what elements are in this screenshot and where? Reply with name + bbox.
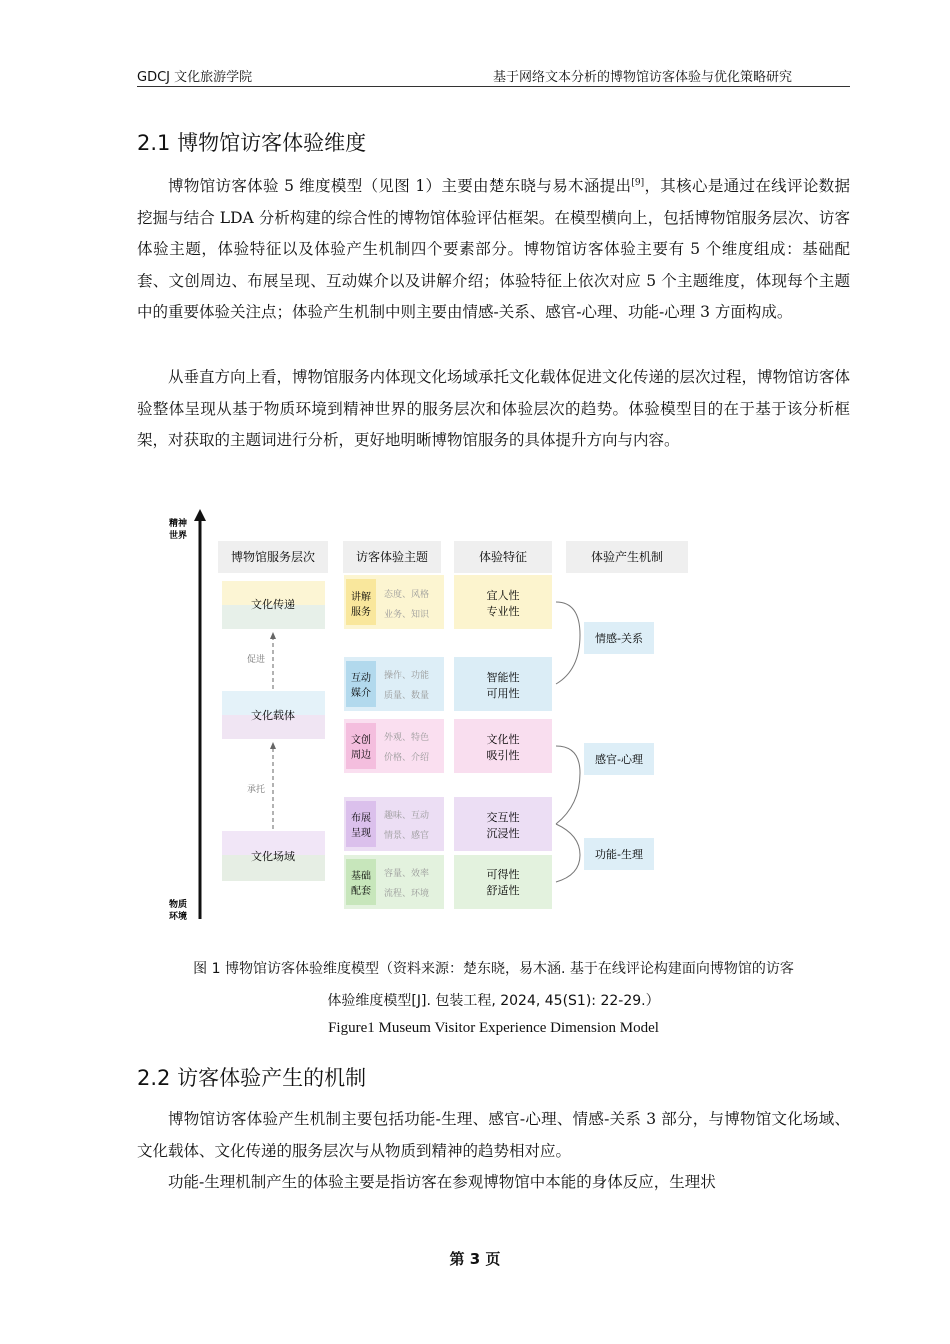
- header-rule: [137, 86, 850, 87]
- section-2-2-title: 2.2 访客体验产生的机制: [137, 1066, 367, 1090]
- mechanism-2: 感官-心理: [595, 753, 643, 766]
- figure-caption-en: Figure1 Museum Visitor Experience Dimension Model: [328, 1020, 659, 1036]
- experience-model-figure: [160, 505, 700, 925]
- p1-text-a: 博物馆访客体验 5 维度模型（见图 1）主要由楚东晓与易木涵提出: [168, 177, 632, 195]
- header-right: 基于网络文本分析的博物馆访客体验与优化策略研究: [492, 70, 792, 85]
- p1-text-b: ，其核心是通过在线评论数据挖掘与结合 LDA 分析构建的综合性的博物馆体验评估框架。在模型横向上，包括博物馆服务层次、访客体验主题，体验特征以及体验产生机制四个要素部分。博物馆访客体验主要有 5 个维度组成：基础配套、文创周边、布展呈现、互动媒介以及讲解介绍；体验特征上依次对应 5 个主题维度，体现每个主题中的重要体验关注点；体验产生机制中则主要由情感-关系、感官-心理、功能-心理 3 方面构成。: [137, 177, 850, 322]
- page-number: 第 3 页: [449, 1250, 501, 1268]
- feature-4b: 沉浸性: [486, 827, 520, 840]
- theme-tag-bg-4: [346, 801, 376, 847]
- theme-name-4b: 呈现: [351, 828, 371, 839]
- col-header-feature: 体验特征: [478, 550, 528, 564]
- theme-name-2a: 互动: [351, 673, 371, 684]
- feature-5b: 舒适性: [486, 884, 520, 897]
- theme-tag-bg-3: [346, 723, 376, 769]
- section-2-2-paragraph-2: 功能-生理机制产生的体验主要是指访客在参观博物馆中本能的身体反应，生理状: [168, 1173, 716, 1191]
- feature-2a: 智能性: [486, 671, 520, 684]
- feature-3b: 吸引性: [486, 749, 520, 762]
- theme-words-2a: 操作、功能: [384, 671, 430, 681]
- theme-words-5a: 容量、效率: [384, 869, 430, 879]
- feature-box-2: [454, 657, 552, 711]
- figure-caption-zh-1: 图 1 博物馆访客体验维度模型（资料来源：楚东晓，易木涵. 基于在线评论构建面向博物馆的访客: [193, 961, 794, 977]
- theme-tag-bg-2: [346, 661, 376, 707]
- theme-words-4a: 趣味、互动: [384, 811, 430, 821]
- theme-name-4a: 布展: [351, 813, 371, 824]
- feature-4a: 交互性: [486, 811, 520, 824]
- feature-1a: 宜人性: [486, 589, 520, 602]
- feature-box-4: [454, 797, 552, 851]
- feature-5a: 可得性: [486, 868, 520, 881]
- theme-words-4b: 情景、感官: [384, 831, 430, 841]
- theme-words-2b: 质量、数量: [384, 691, 430, 701]
- feature-box-5: [454, 855, 552, 909]
- header-left: GDCJ 文化旅游学院: [137, 70, 253, 85]
- theme-words-1a: 态度、风格: [384, 590, 430, 600]
- theme-words-1b: 业务、知识: [384, 610, 430, 620]
- theme-name-2b: 媒介: [351, 688, 371, 699]
- theme-name-1a: 讲解: [351, 592, 371, 603]
- arrow-label-promote: 促进: [246, 655, 266, 665]
- service-level-3: 文化场域: [251, 850, 295, 863]
- col-header-service: 博物馆服务层次: [230, 550, 316, 564]
- theme-tag-bg-5: [346, 859, 376, 905]
- axis-top-label: 精神世界: [168, 519, 188, 541]
- feature-1b: 专业性: [486, 605, 520, 618]
- col-header-mechanism: 体验产生机制: [590, 550, 664, 564]
- theme-words-5b: 流程、环境: [384, 889, 430, 899]
- col-header-theme: 访客体验主题: [355, 550, 429, 564]
- section-2-2-paragraph-1: 博物馆访客体验产生机制主要包括功能-生理、感官-心理、情感-关系 3 部分，与博物馆文化场域、文化载体、文化传递的服务层次与从物质到精神的趋势相对应。: [137, 1110, 850, 1160]
- theme-name-3b: 周边: [351, 750, 371, 761]
- service-level-2: 文化载体: [251, 709, 295, 722]
- feature-3a: 文化性: [486, 733, 520, 746]
- service-level-1: 文化传递: [251, 598, 295, 611]
- theme-name-1b: 服务: [351, 607, 371, 618]
- theme-name-5a: 基础: [351, 871, 371, 882]
- theme-name-5b: 配套: [351, 886, 371, 897]
- section-2-1-paragraph-2: 从垂直方向上看，博物馆服务内体现文化场域承托文化载体促进文化传递的层次过程，博物馆访客体验整体呈现从基于物质环境到精神世界的服务层次和体验层次的趋势。体验模型目的在于基于该分析框架，对获取的主题词进行分析，更好地明晰博物馆服务的具体提升方向与内容。: [137, 368, 851, 450]
- theme-words-3a: 外观、特色: [384, 733, 430, 743]
- axis-bottom-label: 物质环境: [168, 900, 188, 922]
- feature-box-3: [454, 719, 552, 773]
- feature-2b: 可用性: [486, 687, 520, 700]
- section-2-1-title: 2.1 博物馆访客体验维度: [137, 131, 367, 155]
- mechanism-1: 情感-关系: [595, 632, 643, 645]
- feature-box-1: [454, 575, 552, 629]
- figure-caption-zh-2: 体验维度模型[J]. 包装工程, 2024, 45(S1): 22-29.）: [327, 993, 660, 1009]
- theme-words-3b: 价格、介绍: [384, 753, 430, 763]
- section-2-1-paragraph-1: [137, 171, 850, 329]
- theme-name-3a: 文创: [351, 735, 371, 746]
- mechanism-3: 功能-生理: [595, 848, 643, 861]
- citation-ref: [9]: [631, 177, 645, 188]
- arrow-label-support: 承托: [246, 785, 266, 795]
